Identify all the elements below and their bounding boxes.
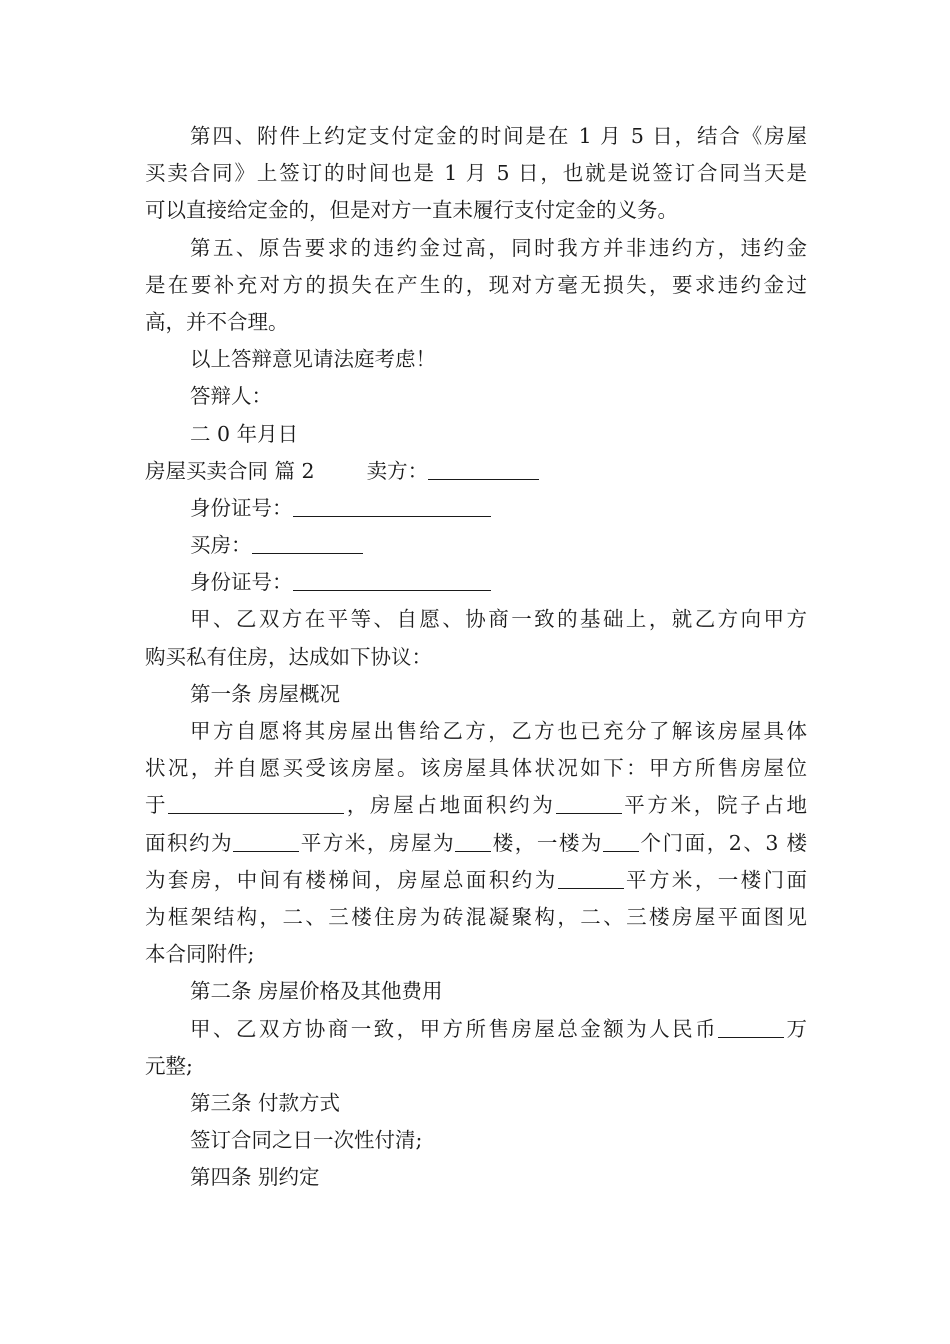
text-line	[145, 564, 807, 601]
text-segment: 个门面，2、3 楼	[638, 830, 808, 855]
text-line: 购买私有住房，达成如下协议：	[145, 644, 432, 669]
contract-title: 房屋买卖合同 篇 2	[145, 458, 315, 483]
text-line: 第五、原告要求的违约金过高，同时我方并非违约方，违约金	[190, 235, 807, 260]
text-line	[145, 527, 807, 564]
text-segment: 楼，一楼为	[491, 830, 603, 855]
text-segment: 平方米，院子占地	[621, 793, 808, 818]
article-heading: 第四条 别约定	[190, 1165, 320, 1190]
contract-heading-line	[145, 453, 807, 490]
text-segment: 于	[145, 793, 169, 818]
text-line: 甲、乙双方在平等、自愿、协商一致的基础上，就乙方向甲方	[190, 607, 807, 632]
article-heading: 第三条 付款方式	[190, 1090, 341, 1115]
text-line	[145, 490, 807, 527]
text-line: 高，并不合理。	[145, 309, 289, 334]
text-line: 元整;	[145, 1053, 193, 1078]
seller-blank	[428, 455, 539, 480]
text-segment: 平方米，一楼门面	[623, 867, 808, 892]
article-heading: 第一条 房屋概况	[190, 681, 341, 706]
text-line: 签订合同之日一次性付清;	[190, 1128, 423, 1153]
id-label: 身份证号：	[190, 495, 293, 520]
text-line: 买卖合同》上签订的时间也是 1 月 5 日，也就是说签订合同当天是	[145, 161, 807, 186]
text-segment: ，房屋占地面积约为	[344, 793, 556, 818]
buyer-label: 买房：	[190, 533, 252, 558]
text-segment: 面积约为	[145, 830, 234, 855]
text-line: 以上答辩意见请法庭考虑！	[190, 347, 436, 372]
storefront-blank	[603, 827, 639, 852]
price-blank	[718, 1013, 784, 1038]
text-line: 甲方自愿将其房屋出售给乙方，乙方也已充分了解该房屋具体	[190, 719, 807, 743]
signer-line: 答辩人：	[190, 384, 272, 409]
buyer-blank	[252, 529, 363, 554]
article-heading: 第二条 房屋价格及其他费用	[190, 979, 443, 1004]
text-line: 为框架结构，二、三楼住房为砖混凝聚构，二、三楼房屋平面图见	[145, 904, 807, 929]
area-blank	[233, 827, 299, 852]
document-body	[145, 118, 807, 1196]
text-line: 可以直接给定金的，但是对方一直未履行支付定金的义务。	[145, 198, 678, 223]
text-line: 本合同附件;	[145, 942, 255, 967]
floor-blank	[455, 827, 491, 852]
id-label: 身份证号：	[190, 570, 293, 595]
text-segment: 甲、乙双方协商一致，甲方所售房屋总金额为人民币	[190, 1016, 719, 1041]
total-area-blank	[558, 864, 624, 889]
text-line: 状况，并自愿买受该房屋。该房屋具体状况如下：甲方所售房屋位	[145, 756, 807, 781]
text-segment: 平方米，房屋为	[299, 830, 456, 855]
text-line	[145, 862, 807, 899]
id-blank	[293, 566, 491, 591]
location-blank	[168, 789, 344, 814]
area-blank	[556, 789, 622, 814]
text-segment: 万	[784, 1016, 808, 1041]
seller-label: 卖方：	[366, 458, 429, 483]
text-line: 是在要补充对方的损失在产生的，现对方毫无损失，要求违约金过	[145, 272, 807, 297]
text-line	[145, 1011, 807, 1048]
text-segment: 为套房，中间有楼梯间，房屋总面积约为	[145, 867, 558, 892]
text-line: 第四、附件上约定支付定金的时间是在 1 月 5 日，结合《房屋	[190, 124, 807, 148]
text-line	[145, 825, 807, 862]
date-line: 二 0 年月日	[190, 421, 299, 446]
id-blank	[293, 492, 491, 517]
text-line	[145, 787, 807, 824]
